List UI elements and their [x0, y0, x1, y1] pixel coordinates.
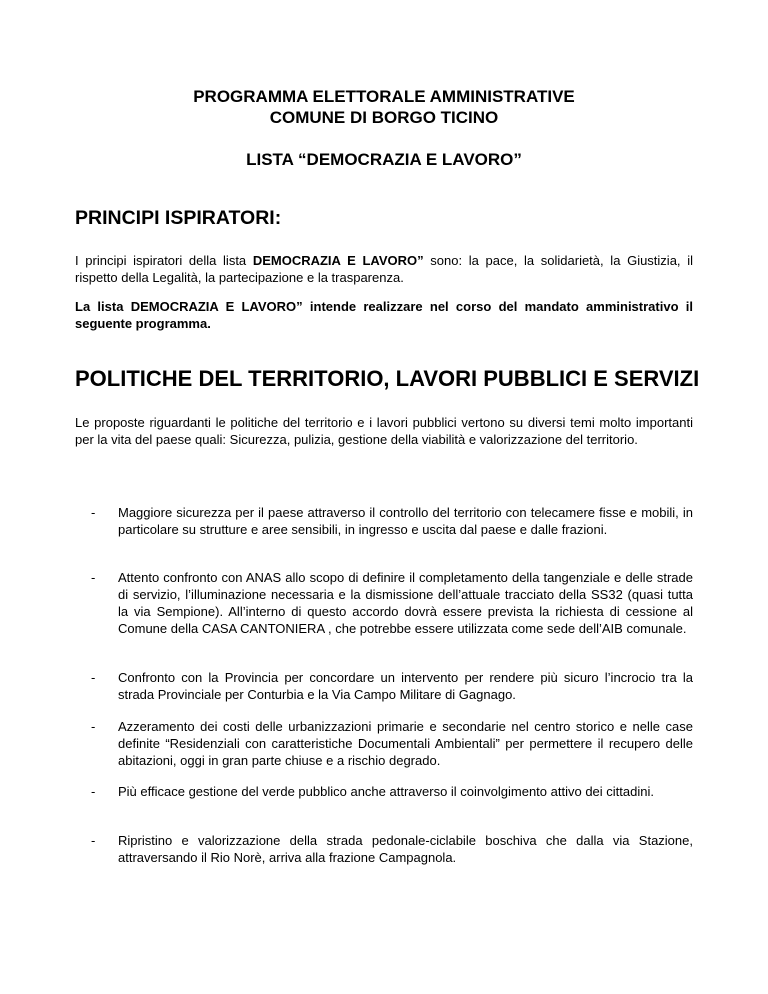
principi-text-pre: I principi ispiratori della lista: [75, 253, 253, 268]
programma-intro-paragraph: La lista DEMOCRAZIA E LAVORO” intende realizzare nel corso del mandato amministrativo il seguente programma.: [75, 299, 693, 331]
bullet-dash: -: [91, 570, 96, 585]
list-item-text: Maggiore sicurezza per il paese attraverso il controllo del territorio con telecamere fisse e mobili, in particolare su strutture e aree sensibili, in ingresso e uscita dal paese e dalle frazioni.: [118, 505, 693, 537]
list-item-text: Attento confronto con ANAS allo scopo di definire il completamento della tangenziale e delle strade di servizio, l’illuminazione necessaria e la dismissione dell’attuale tracciato della SS32 (quasi tutta la via Sempione). All’interno di questo accordo dovrà essere prevista la richiesta di cessione al Comune della CASA CANTONIERA , che potrebbe essere utilizzata come sede dell’AIB comunale.: [118, 570, 693, 636]
section-heading-principi: PRINCIPI ISPIRATORI:: [75, 207, 282, 229]
bullet-dash: -: [91, 833, 96, 848]
principi-paragraph: [75, 252, 693, 286]
list-item-text: Azzeramento dei costi delle urbanizzazioni primarie e secondarie nel centro storico e nelle case definite “Residenziali con caratteristiche Documentali Ambientali” per permettere il recupero delle abitazioni, oggi in gran parte chiuse e a rischio degrado.: [118, 719, 693, 768]
list-item-text: Confronto con la Provincia per concordare un intervento per rendere più sicuro l’incrocio tra la strada Provinciale per Conturbia e la Via Campo Militare di Gagnago.: [118, 670, 693, 702]
list-item-text: Più efficace gestione del verde pubblico anche attraverso il coinvolgimento attivo dei cittadini.: [118, 784, 654, 799]
list-item-text: Ripristino e valorizzazione della strada pedonale-ciclabile boschiva che dalla via Stazione, attraversando il Rio Norè, arriva alla frazione Campagnola.: [118, 833, 693, 865]
bullet-dash: -: [91, 719, 96, 734]
list-title: LISTA “DEMOCRAZIA E LAVORO”: [246, 150, 522, 169]
bullet-dash: -: [91, 784, 96, 799]
document-title-line2: COMUNE DI BORGO TICINO: [269, 108, 499, 127]
principi-text-bold: DEMOCRAZIA E LAVORO”: [252, 253, 424, 268]
section-heading-politiche: POLITICHE DEL TERRITORIO, LAVORI PUBBLICI E SERVIZI: [75, 366, 700, 391]
bullet-dash: -: [91, 505, 96, 520]
principi-text-post: sono: la pace, la solidarietà, la Giustizia, il rispetto della Legalità, la partecipazione e la trasparenza.: [75, 253, 693, 285]
politiche-intro-paragraph: Le proposte riguardanti le politiche del territorio e i lavori pubblici vertono su diversi temi molto importanti per la vita del paese quali: Sicurezza, pulizia, gestione della viabilità e valorizzazione del territorio.: [75, 415, 693, 447]
bullet-dash: -: [91, 670, 96, 685]
document-title-line1: PROGRAMMA ELETTORALE AMMINISTRATIVE: [193, 87, 575, 106]
